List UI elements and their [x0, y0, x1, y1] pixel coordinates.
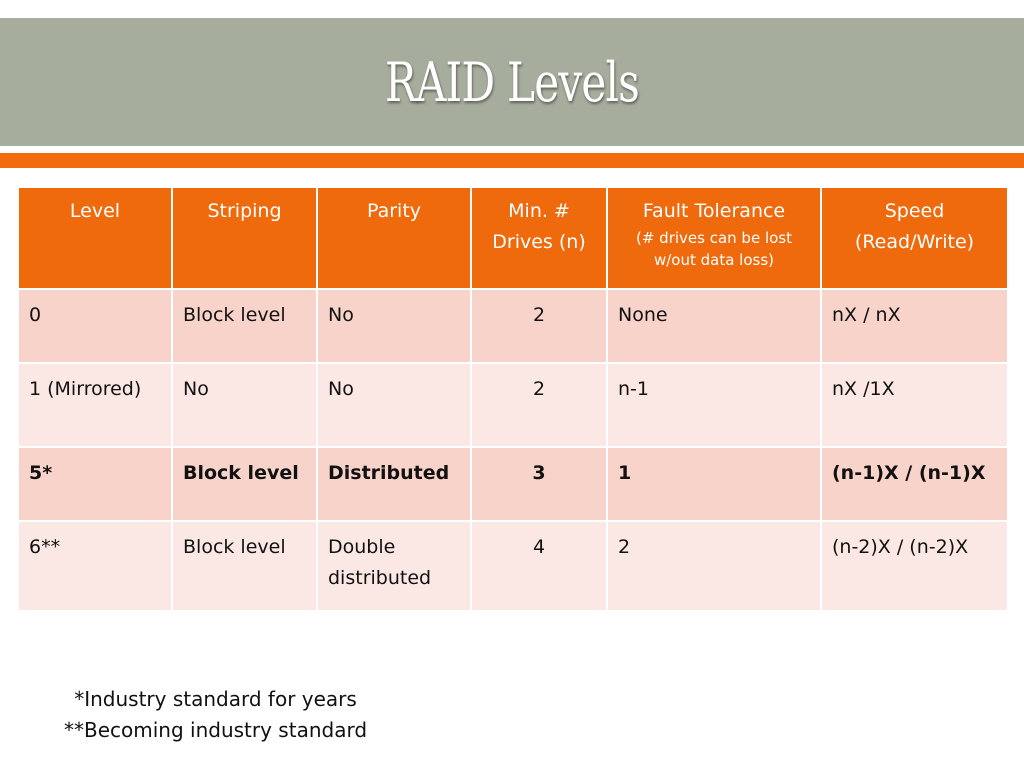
- cell-striping: Block level: [172, 521, 317, 611]
- cell-parity: Double distributed: [317, 521, 471, 611]
- cell-level: 1 (Mirrored): [18, 363, 172, 447]
- cell-fault-tolerance: n-1: [607, 363, 821, 447]
- cell-speed: (n-2)X / (n-2)X: [821, 521, 1008, 611]
- cell-level: 5*: [18, 447, 172, 521]
- cell-min-drives: 3: [471, 447, 607, 521]
- header-fault-tolerance-label: Fault Tolerance: [642, 200, 786, 222]
- accent-divider: [0, 153, 1024, 168]
- cell-min-drives: 2: [471, 363, 607, 447]
- table-header-row: [18, 187, 1008, 289]
- cell-level: 0: [18, 289, 172, 363]
- slide-title: RAID Levels: [384, 50, 640, 114]
- header-striping: Striping: [172, 187, 317, 289]
- table-row: [18, 363, 1008, 447]
- cell-level: 6**: [18, 521, 172, 611]
- header-min-drives: Min. # Drives (n): [471, 187, 607, 289]
- header-fault-tolerance: [607, 187, 821, 289]
- header-level: Level: [18, 187, 172, 289]
- header-speed: Speed (Read/Write): [821, 187, 1008, 289]
- cell-parity: No: [317, 363, 471, 447]
- cell-striping: Block level: [172, 447, 317, 521]
- cell-fault-tolerance: 2: [607, 521, 821, 611]
- header-parity: Parity: [317, 187, 471, 289]
- cell-speed: nX /1X: [821, 363, 1008, 447]
- raid-levels-table: [17, 186, 1009, 612]
- table-row-highlighted: [18, 447, 1008, 521]
- footnote-becoming-standard: **Becoming industry standard: [64, 718, 368, 742]
- cell-min-drives: 2: [471, 289, 607, 363]
- cell-fault-tolerance: 1: [607, 447, 821, 521]
- cell-parity: No: [317, 289, 471, 363]
- cell-parity: Distributed: [317, 447, 471, 521]
- cell-speed: (n-1)X / (n-1)X: [821, 447, 1008, 521]
- cell-striping: Block level: [172, 289, 317, 363]
- cell-striping: No: [172, 363, 317, 447]
- footnotes: [64, 684, 367, 746]
- header-fault-tolerance-note: (# drives can be lost w/out data loss): [635, 229, 792, 269]
- cell-fault-tolerance: None: [607, 289, 821, 363]
- footnote-industry-standard: *Industry standard for years: [74, 687, 357, 711]
- table-row: [18, 521, 1008, 611]
- table-row: [18, 289, 1008, 363]
- cell-speed: nX / nX: [821, 289, 1008, 363]
- cell-min-drives: 4: [471, 521, 607, 611]
